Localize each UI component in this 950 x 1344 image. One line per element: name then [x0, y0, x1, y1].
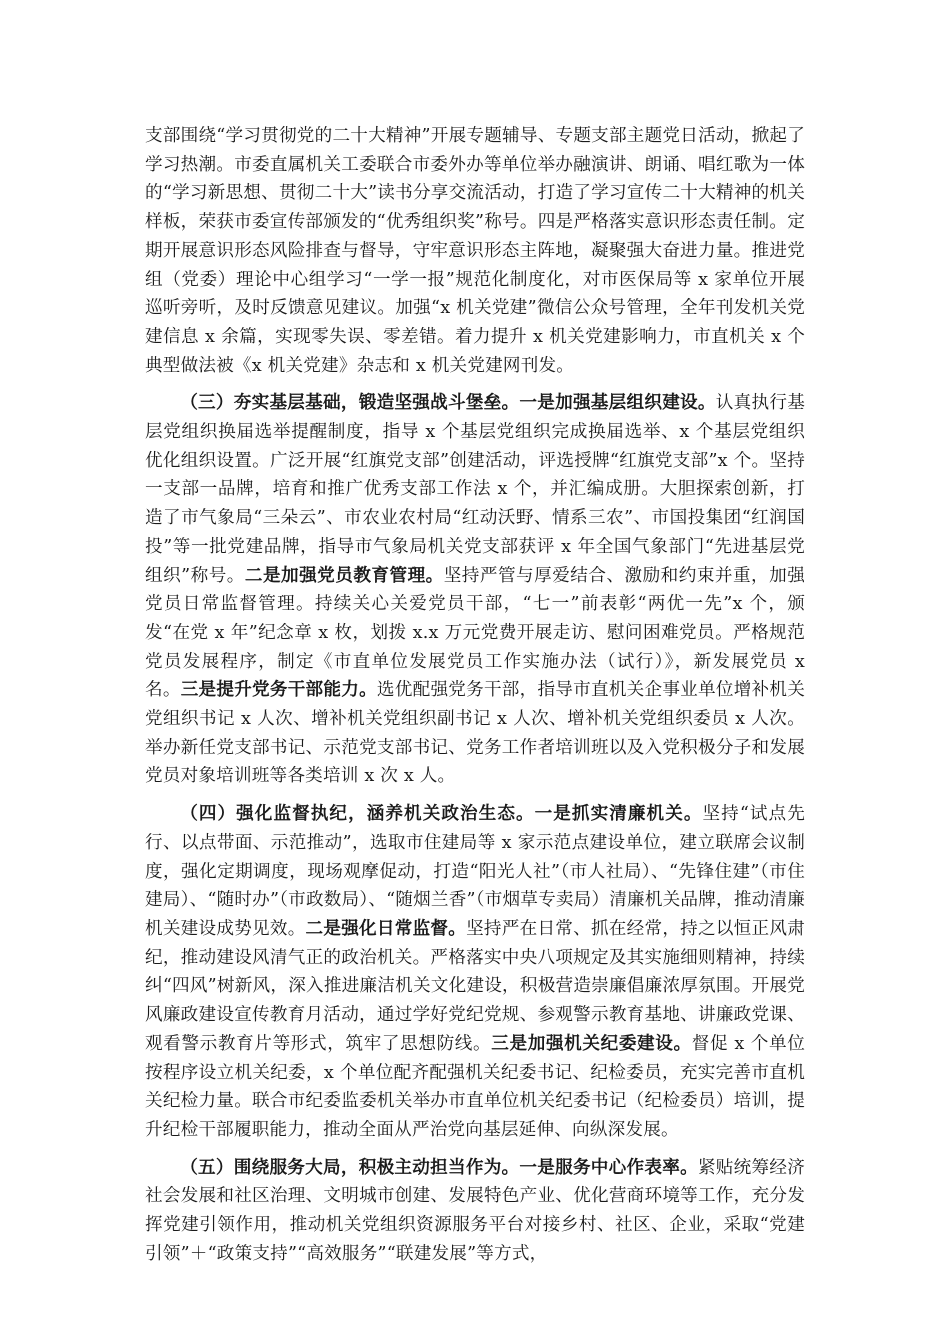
sub-heading: 二是强化日常监督。: [305, 917, 467, 939]
body-text: 支部围绕“学习贯彻党的二十大精神”开展专题辅导、专题支部主题党日活动，掀起了学习热潮。市委直属机关工委联合市委外办等单位举办融演讲、朗诵、唱红歌为一体的“学习新思想、贯彻二十大”读书分享交流活动，打造了学习宣传二十大精神的机关样板，荣获市委宣传部颁发的“优秀组织奖”称号。四是严格落实意识形态责任制。定期开展意识形态风险排查与督导，守牢意识形态主阵地，凝聚强大奋进力量。推进党组（党委）理论中心组学习“一学一报”规范化制度化，对市医保局等 x 家单位开展巡听旁听，及时反馈意见建议。加强“x 机关党建”微信公众号管理，全年刊发机关党建信息 x 余篇，实现零失误、零差错。着力提升 x 机关党建影响力，市直机关 x 个典型做法被《x 机关党建》杂志和 x 机关党建网刊发。: [145, 126, 805, 376]
body-text: 坚持“试点先行、以点带面、示范推动”，选取市住建局等 x 家示范点建设单位，建立联席会议制度，强化定期调度，现场观摩促动，打造“阳光人社”（市人社局）、“先锋住建”（市住建局）、“随时办”（市政数局）、“随烟兰香”（市烟草专卖局）清廉机关品牌，推动清廉机关建设成势见效。: [145, 804, 805, 939]
sub-heading: 三是提升党务干部能力。: [180, 679, 377, 701]
section-heading: （五）围绕服务大局，积极主动担当作为。一是服务中心作表率。: [180, 1156, 698, 1178]
document-page: [145, 122, 805, 1277]
body-text: 坚持严管与厚爱结合、激励和约束并重，加强党员日常监督管理。持续关心关爱党员干部，“七一”前表彰“两优一先”x 个，颁发“在党 x 年”纪念章 x 枚，划拨 x.x 万元党费开展走访、慰问困难党员。严格规范党员发展程序，制定《市直单位发展党员工作实施办法（试行）》，新发展党员 x 名。: [145, 565, 805, 701]
body-text: 认真执行基层党组织换届选举提醒制度，指导 x 个基层党组织完成换届选举、x 个基层党组织优化组织设置。广泛开展“红旗党支部”创建活动，评选授牌“红旗党支部”x 个。坚持一支部一品牌，培育和推广优秀支部工作法 x 个，并汇编成册。大胆探索创新，打造了市气象局“三朵云”、市农业农村局“红动沃野、情系三农”、市国投集团“红润国投”等一批党建品牌，指导市气象局机关党支部获评 x 年全国气象部门“先进基层党组织”称号。: [145, 393, 805, 586]
paragraph-section-4: [145, 800, 805, 1144]
section-heading: （三）夯实基层基础，锻造坚强战斗堡垒。一是加强基层组织建设。: [180, 392, 716, 414]
section-heading: （四）强化监督执纪，涵养机关政治生态。一是抓实清廉机关。: [180, 803, 703, 825]
body-text: 紧贴统筹经济社会发展和社区治理、文明城市创建、发展特色产业、优化营商环境等工作，充分发挥党建引领作用，推动机关党组织资源服务平台对接乡村、社区、企业，采取“党建引领”＋“政策支持”“高效服务”“联建发展”等方式，: [145, 1157, 805, 1264]
body-text: 坚持严在日常、抓在经常，持之以恒正风肃纪，推动建设风清气正的政治机关。严格落实中央八项规定及其实施细则精神，持续纠“四风”树新风，深入推进廉洁机关文化建设，积极营造崇廉倡廉浓厚氛围。开展党风廉政建设宣传教育月活动，通过学好党纪党规、参观警示教育基地、讲廉政党课、观看警示教育片等形式，筑牢了思想防线。: [145, 918, 805, 1054]
body-text: 选优配强党务干部，指导市直机关企事业单位增补机关党组织书记 x 人次、增补机关党组织副书记 x 人次、增补机关党组织委员 x 人次。举办新任党支部书记、示范党支部书记、党务工作者培训班以及入党积极分子和发展党员对象培训班等各类培训 x 次 x 人。: [145, 680, 806, 787]
paragraph-section-3: [145, 389, 805, 791]
sub-heading: 二是加强党员教育管理。: [244, 564, 444, 586]
paragraph-section-5: [145, 1154, 805, 1269]
body-text: 督促 x 个单位按程序设立机关纪委，x 个单位配齐配强机关纪委书记、纪检委员，充实完善市直机关纪检力量。联合市纪委监委机关举办市直单位机关纪委书记（纪检委员）培训，提升纪检干部履职能力，推动全面从严治党向基层延伸、向纵深发展。: [145, 1033, 805, 1140]
sub-heading: 三是加强机关纪委建设。: [491, 1032, 692, 1054]
paragraph-continued: [145, 122, 805, 380]
